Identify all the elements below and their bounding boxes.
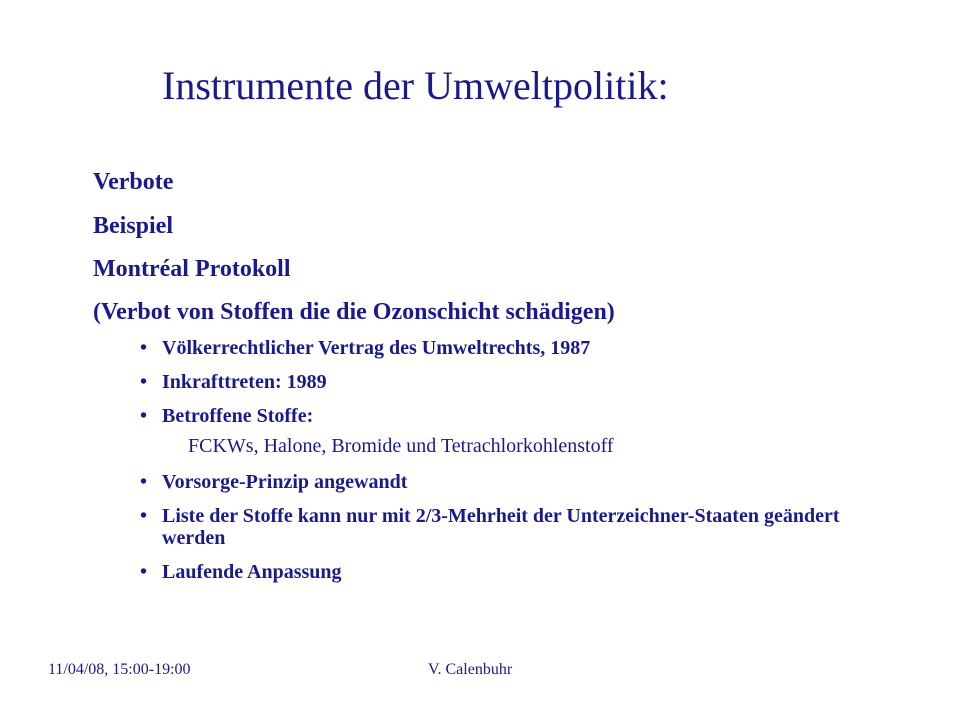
heading-montreal-protokoll: Montréal Protokoll xyxy=(93,256,291,282)
list-item xyxy=(140,405,900,427)
sub-item-text: FCKWs, Halone, Bromide und Tetrachlorkohlenstoff xyxy=(188,435,614,457)
bullet-text: Liste der Stoffe kann nur mit 2/3-Mehrheit der Unterzeichner-Staaten geändert werden xyxy=(162,505,840,549)
list-item xyxy=(140,561,900,583)
list-item xyxy=(140,371,900,393)
bullet-icon: • xyxy=(140,337,148,359)
bullet-text: Laufende Anpassung xyxy=(162,561,342,583)
bullet-icon: • xyxy=(140,561,148,583)
footer-date: 11/04/08, 15:00-19:00 xyxy=(48,661,191,678)
slide-title: Instrumente der Umweltpolitik: xyxy=(162,63,669,108)
bullet-icon: • xyxy=(140,405,148,427)
bullet-icon: • xyxy=(140,471,148,493)
bullet-icon: • xyxy=(140,371,148,393)
list-item xyxy=(140,337,900,359)
heading-verbote: Verbote xyxy=(93,169,174,195)
bullet-text: Vorsorge-Prinzip angewandt xyxy=(162,471,408,493)
bullet-text: Völkerrechtlicher Vertrag des Umweltrechts, 1987 xyxy=(162,337,591,359)
heading-verbot-description: (Verbot von Stoffen die die Ozonschicht schädigen) xyxy=(93,299,615,325)
bullet-list xyxy=(140,337,900,595)
heading-beispiel: Beispiel xyxy=(93,213,174,239)
footer-author: V. Calenbuhr xyxy=(428,661,513,678)
bullet-text: Inkrafttreten: 1989 xyxy=(162,371,327,393)
sub-list-item xyxy=(140,435,900,457)
bullet-text: Betroffene Stoffe: xyxy=(162,405,314,427)
list-item xyxy=(140,471,900,493)
bullet-icon: • xyxy=(140,505,148,527)
list-item xyxy=(140,505,900,549)
